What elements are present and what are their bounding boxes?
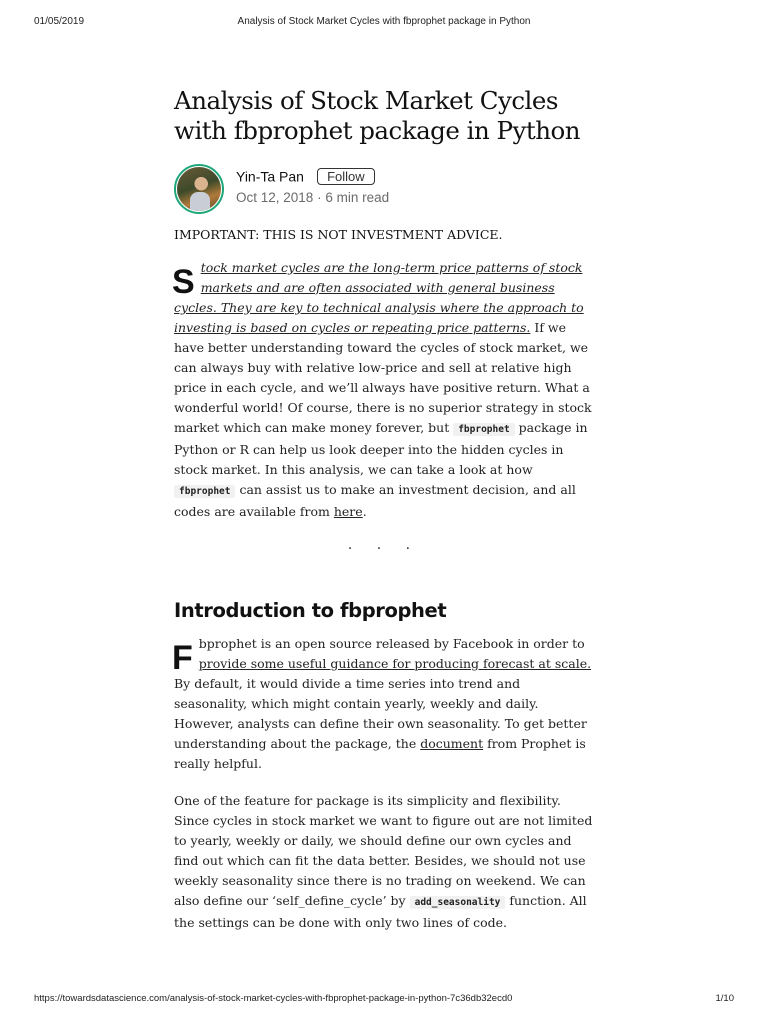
intro-text-1: If we have better understanding toward the cycles of stock market, we can always buy with relative low-price and sell at relative high price in each cycle, and we’ll always have positive return. What a wonderful world! Of course, there is no superior strategy in stock market which can make money forever, but [174, 320, 592, 435]
inline-code-fbprophet-2: fbprophet [174, 485, 235, 498]
print-url: https://towardsdatascience.com/analysis-of-stock-market-cycles-with-fbprophet-package-in-python-7c36db32ecd0 [34, 993, 513, 1004]
p2-text-1: One of the feature for package is its simplicity and flexibility. Since cycles in stock market we want to figure out are not limited to yearly, weekly or daily, we should define our own cycles and find out which can fit the data better. Besides, we should not use weekly seasonality since there is no trading on weekend. We can also define our ‘self_define_cycle’ by [174, 793, 593, 908]
print-title: Analysis of Stock Market Cycles with fbprophet package in Python [237, 16, 531, 27]
intro-text-3: can assist us to make an investment decision, and all codes are available from [174, 482, 576, 519]
section-paragraph-1 [174, 634, 594, 774]
author-line [236, 166, 375, 186]
p1-text-1: bprophet is an open source released by Facebook in order to [198, 636, 585, 651]
intro-text-2: package in Python or R can help us look deeper into the hidden cycles in stock market. In this analysis, we can take a look at how [174, 420, 588, 477]
page-number: 1/10 [715, 993, 734, 1004]
intro-text-4: . [362, 504, 367, 519]
follow-button[interactable]: Follow [317, 168, 375, 185]
article-meta [236, 190, 389, 205]
disclaimer: IMPORTANT: THIS IS NOT INVESTMENT ADVICE. [174, 227, 503, 242]
intro-quote-link[interactable]: tock market cycles are the long-term price patterns of stock markets and are often associated with general business cycles. They are key to technical analysis where the approach to investing is based on cycles or repeating price patterns. [174, 260, 584, 335]
dropcap-s: S [172, 263, 195, 301]
avatar-photo [177, 167, 221, 211]
here-link[interactable]: here [333, 504, 363, 519]
article-title: Analysis of Stock Market Cycles with fbprophet package in Python [174, 86, 581, 145]
section-heading: Introduction to fbprophet [174, 599, 447, 622]
byline [174, 164, 594, 220]
publish-date: Oct 12, 2018 [236, 190, 314, 205]
dropcap-f: F [172, 639, 193, 677]
guidance-link[interactable]: provide some useful guidance for producing forecast at scale. [198, 656, 592, 671]
print-header [34, 16, 734, 30]
inline-code-fbprophet-1: fbprophet [453, 423, 514, 436]
author-avatar[interactable] [174, 164, 224, 214]
print-date: 01/05/2019 [34, 16, 85, 27]
read-time: 6 min read [325, 190, 390, 205]
p1-text-3: from Prophet is really helpful. [174, 736, 586, 771]
p1-text-2: By default, it would divide a time series into trend and seasonality, which might contain yearly, weekly and daily. However, analysts can define their own seasonality. To get better understanding about the package, the [174, 676, 587, 751]
article [174, 86, 594, 933]
p2-text-2: function. All the settings can be done with only two lines of code. [174, 893, 587, 930]
section-separator: · · · [347, 541, 421, 557]
print-footer [34, 993, 734, 1007]
intro-paragraph [174, 258, 594, 522]
meta-dot: · [317, 190, 322, 205]
author-name[interactable]: Yin-Ta Pan [236, 168, 304, 185]
section-paragraph-2 [174, 791, 594, 933]
inline-code-add-seasonality: add_seasonality [410, 896, 506, 909]
document-link[interactable]: document [420, 736, 484, 751]
